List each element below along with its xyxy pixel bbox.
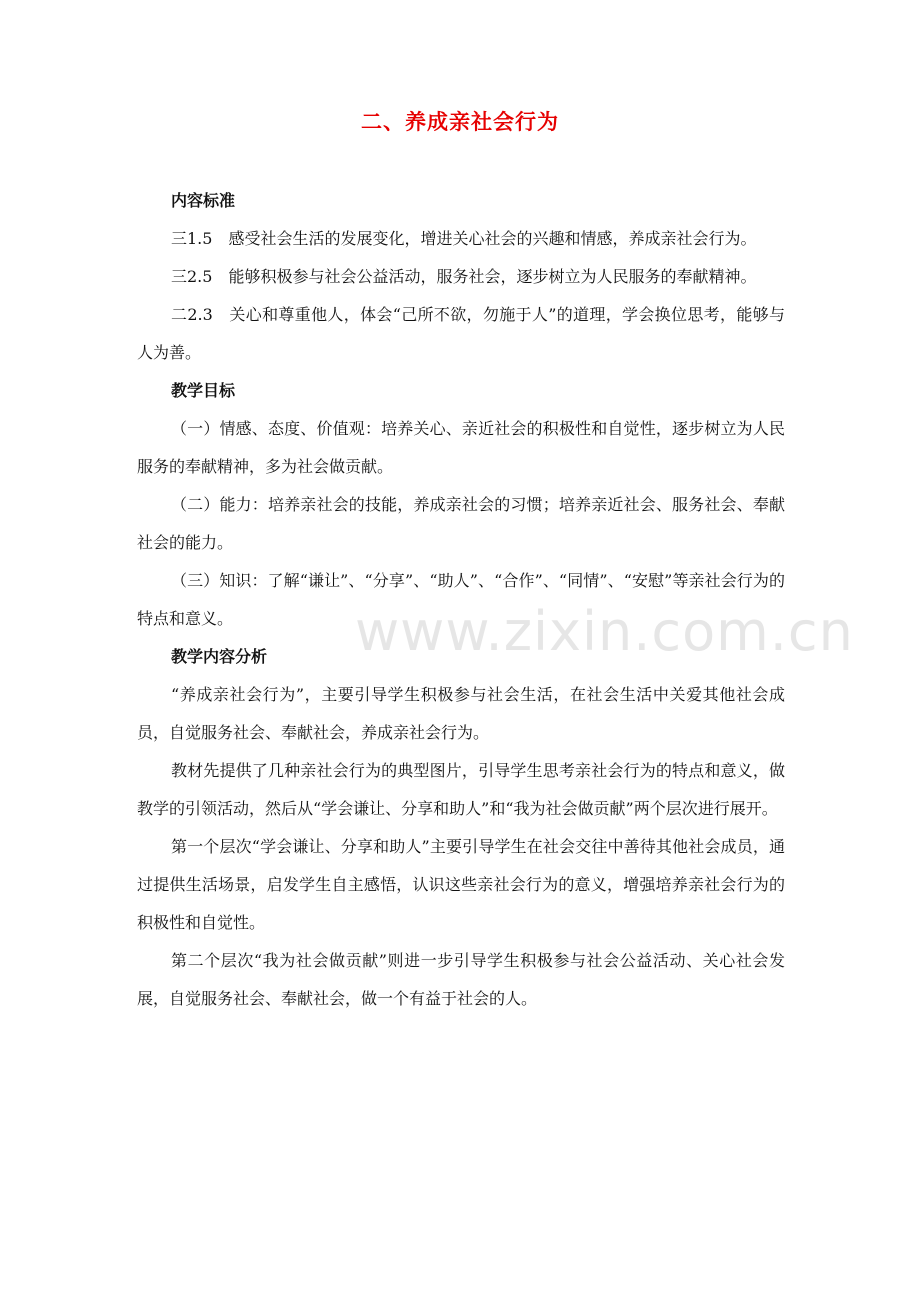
- section-content-standard: [137, 182, 785, 372]
- section-heading: 教学内容分析: [171, 647, 268, 666]
- section-heading: 内容标准: [171, 191, 236, 210]
- paragraph: （二）能力：培养亲社会的技能，养成亲社会的习惯；培养亲近社会、服务社会、奉献社会的能力。: [137, 495, 785, 552]
- paragraph: 三2.5 能够积极参与社会公益活动，服务社会，逐步树立为人民服务的奉献精神。: [171, 267, 757, 286]
- section-teaching-goals: [137, 372, 785, 638]
- watermark: www.zixin.com.cn: [355, 600, 854, 663]
- paragraph: （一）情感、态度、价值观：培养关心、亲近社会的积极性和自觉性，逐步树立为人民服务的奉献精神，多为社会做贡献。: [137, 419, 785, 476]
- section-content-analysis: [137, 638, 785, 1018]
- paragraph: 三1.5 感受社会生活的发展变化，增进关心社会的兴趣和情感，养成亲社会行为。: [171, 229, 757, 248]
- paragraph: 二2.3 关心和尊重他人，体会“己所不欲，勿施于人”的道理，学会换位思考，能够与人为善。: [137, 305, 785, 362]
- paragraph: 第一个层次“学会谦让、分享和助人”主要引导学生在社会交往中善待其他社会成员，通过提供生活场景，启发学生自主感悟，认识这些亲社会行为的意义，增强培养亲社会行为的积极性和自觉性。: [137, 837, 785, 932]
- section-heading: 教学目标: [171, 381, 236, 400]
- paragraph: （三）知识：了解“谦让”、“分享”、“助人”、“合作”、“同情”、“安慰”等亲社会行为的特点和意义。: [137, 571, 785, 628]
- document-body: [137, 182, 785, 1018]
- paragraph: “养成亲社会行为”，主要引导学生积极参与社会生活，在社会生活中关爱其他社会成员，自觉服务社会、奉献社会，养成亲社会行为。: [137, 685, 785, 742]
- paragraph: 教材先提供了几种亲社会行为的典型图片，引导学生思考亲社会行为的特点和意义，做教学的引领活动，然后从“学会谦让、分享和助人”和“我为社会做贡献”两个层次进行展开。: [137, 761, 785, 818]
- page-title: 二、养成亲社会行为: [361, 110, 559, 134]
- paragraph: 第二个层次“我为社会做贡献”则进一步引导学生积极参与社会公益活动、关心社会发展，自觉服务社会、奉献社会，做一个有益于社会的人。: [137, 951, 785, 1008]
